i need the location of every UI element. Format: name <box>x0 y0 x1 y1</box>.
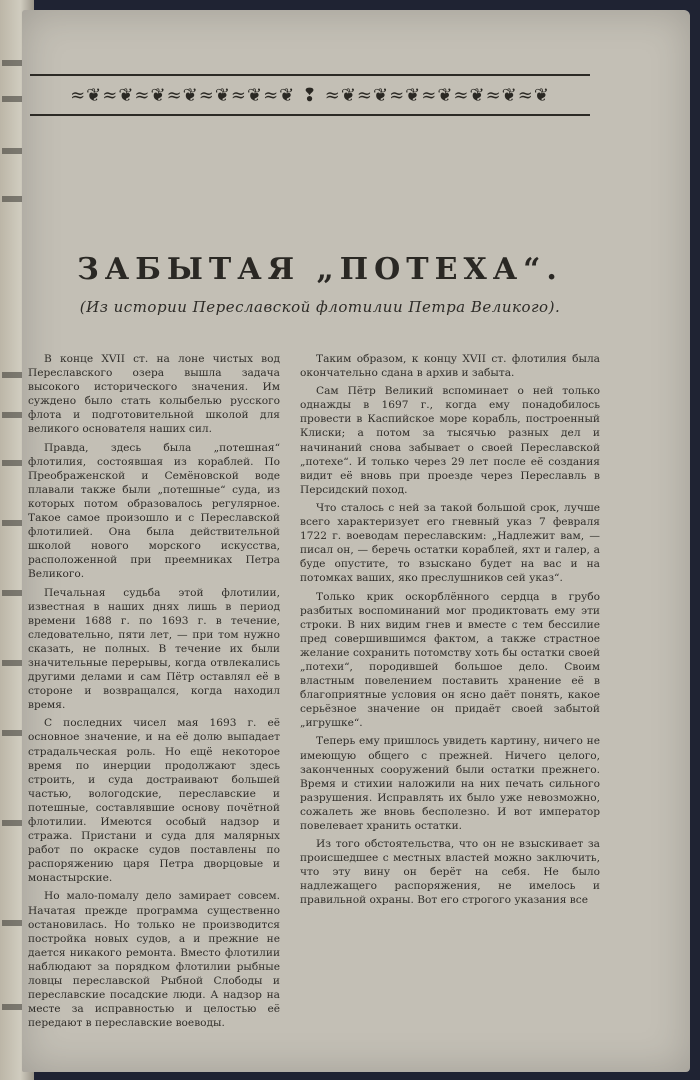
ornament-pattern: ≈❦≈❦≈❦≈❦≈❦≈❦≈❦ ❢ ≈❦≈❦≈❦≈❦≈❦≈❦≈❦ <box>70 84 550 106</box>
paragraph: С последних чисел мая 1693 г. её основное значение, и на её долю выпадает страдальческая роль. Но ещё некоторое время по инерции продолжают здесь строить, и суда достраивают большей частью, вологодские, переславские и потешные, составлявшие основу почётной флотилии. Имеются особый надзор и стража. Пристани и суда для малярных работ по окраске судов поставлены по распоряжению царя Петра дворцовые и монастырские. <box>28 717 280 885</box>
text-column-left <box>28 352 280 1032</box>
paragraph: Только крик оскорблённого сердца в грубо разбитых воспоминаний мог продиктовать ему эти строки. В них видим гнев и вместе с тем бессилие пред совершившимся фактом, а также страстное желание сохранить потомству хоть бы остатки своей „потехи“, породившей большое дело. Своим властным повелением поставить хранение её в благоприятные условия он ясно даёт понять, какое серьёзное значение он придаёт своей забытой „игрушке“. <box>300 590 600 730</box>
paragraph: Правда, здесь была „потешная“ флотилия, состоявшая из кораблей. По Преображенской и Семёновской воде плавали также были „потешные“ суда, из которых потом образовалось регулярное. Такое самое произошло и с Переславской флотилией. Она была действительной школой нового морского искусства, расположенной при преемниках Петра Великого. <box>28 441 280 581</box>
paragraph: Из того обстоятельства, что он не взыскивает за происшедшее с местных властей можно заключить, что эту вину он берёт на себя. Не было надлежащего распоряжения, не имелось и правильной охраны. Вот его строгого указания все <box>300 838 600 907</box>
decorative-ornament-band <box>30 74 590 116</box>
paragraph: Теперь ему пришлось увидеть картину, ничего не имеющую общего с прежней. Ничего целого, законченных сооружений были остатки прежнего. Время и стихии наложили на них печать сильного разрушения. Исправлять их было уже невозможно, сожалеть же вновь бесполезно. И вот император повелевает хранить остатки. <box>300 735 600 832</box>
article-title: ЗАБЫТАЯ „ПОТЕХА“. <box>77 252 563 287</box>
paragraph: Но мало-помалу дело замирает совсем. Начатая прежде программа существенно остановилась. Но только не производится постройка новых судов, а и прежние не дается никакого ремонта. Вместо флотилии наблюдают за порядком флотилии рыбные ловцы переславской Рыбной Слободы и переславские посадские люди. А надзор на месте за исправностью и целостью её передают в переславские воеводы. <box>28 890 280 1030</box>
paragraph: Печальная судьба этой флотилии, известная в наших днях лишь в период времени 1688 г. по 1693 г. в течение, следовательно, пяти лет, — при том нужно сказать, не полных. В течение их были значительные перерывы, когда отвлекались другими делами и сам Пётр оставлял её в стороне и возвращался, когда находил время. <box>28 586 280 712</box>
article-subtitle: (Из истории Переславской флотилии Петра Великого). <box>79 298 561 316</box>
text-column-right <box>300 352 600 1032</box>
paragraph: Что сталось с ней за такой большой срок, лучше всего характеризует его гневный указ 7 февраля 1722 г. воеводам переславским: „Надлежит вам, — писал он, — беречь остатки кораблей, яхт и галер, а буде опустите, то взыскано будет на вас и на потомках ваших, яко преслушников сей указ“. <box>300 501 600 585</box>
paragraph: Таким образом, к концу XVII ст. флотилия была окончательно сдана в архив и забыта. <box>300 353 600 380</box>
paragraph: В конце XVII ст. на лоне чистых вод Переславского озера вышла задача высокого исторического значения. Им суждено было стать колыбелью русского флота и подготовительной школой для великого основателя наших сил. <box>28 353 280 436</box>
paragraph: Сам Пётр Великий вспоминает о ней только однажды в 1697 г., когда ему понадобилось провести в Каспийское море корабль, построенный Клиски; а потом за тысячью разных дел и начинаний снова забывает о своей Переславской „потехе“. И только через 29 лет после её создания видит её вновь при проезде через Переславль в Персидский поход. <box>300 385 600 496</box>
